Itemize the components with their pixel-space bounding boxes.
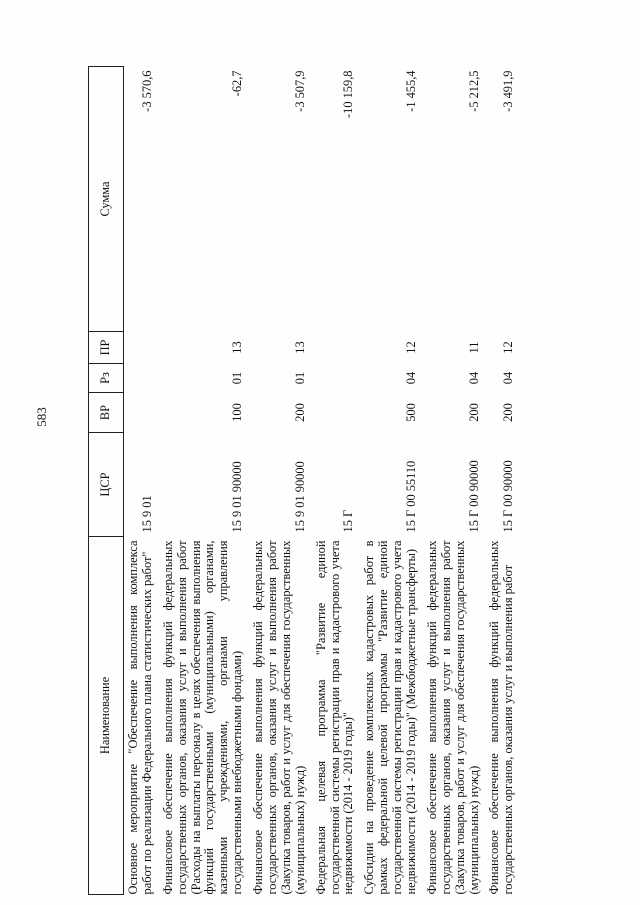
row-csr: 15 Г 00 55110 xyxy=(404,460,419,533)
rotated-page xyxy=(88,67,615,895)
row-name: Финансовое обеспечение выполнения функций федеральных государственных органов, оказания услуг и выполнения работ xyxy=(487,540,516,895)
table-header-row xyxy=(89,67,124,895)
row-pr: 13 xyxy=(230,341,245,354)
table-row xyxy=(312,67,361,895)
row-sum: -5 212,5 xyxy=(466,70,481,112)
row-vr: 200 xyxy=(501,403,516,422)
table-row xyxy=(124,67,159,895)
row-pr: 12 xyxy=(404,341,419,354)
row-pr xyxy=(124,332,159,364)
col-header-csr: ЦСР xyxy=(89,433,124,537)
row-rz: 01 xyxy=(292,371,307,385)
row-sum: -62,7 xyxy=(230,70,245,97)
row-name: Основное мероприятие "Обеспечение выполнения комплекса работ по реализации Федерального плана статистических работ" xyxy=(126,540,154,895)
row-vr: 500 xyxy=(404,403,419,422)
row-rz: 04 xyxy=(466,371,481,385)
row-name: Субсидии на проведение комплексных кадастровых работ в рамках федеральной целевой программы "Развитие единой государственной системы регистрации прав и кадастрового учета недвижимости (2014 - 2019 годы)" (Межбюджетные трансферты) xyxy=(362,540,419,895)
row-vr xyxy=(312,393,361,433)
col-header-sum: Сумма xyxy=(89,67,124,332)
row-sum: -3 491,9 xyxy=(501,70,516,112)
row-vr: 200 xyxy=(292,403,307,422)
row-name: Федеральная целевая программа "Развитие единой государственной системы регистрации прав и кадастрового учета недвижимости (2014 - 2019 годы)" xyxy=(313,540,356,895)
col-header-rz: Рз xyxy=(89,364,124,393)
row-sum: -1 455,4 xyxy=(404,70,419,112)
row-pr: 11 xyxy=(466,341,481,354)
col-header-vr: ВР xyxy=(89,393,124,433)
row-pr: 12 xyxy=(501,341,516,354)
row-name: Финансовое обеспечение выполнения функций федеральных государственных органов, оказания услуг и выполнения работ (Закупка товаров, работ и услуг для обеспечения государственных (муниципальных) нужд) xyxy=(424,540,481,895)
row-vr: 200 xyxy=(466,403,481,422)
row-csr: 15 9 01 90000 xyxy=(292,461,307,533)
col-header-pr: ПР xyxy=(89,332,124,364)
col-header-name: Наименование xyxy=(89,537,124,895)
row-pr xyxy=(312,332,361,364)
row-rz xyxy=(312,364,361,393)
table-row xyxy=(249,67,312,895)
table-row xyxy=(159,67,249,895)
row-csr: 15 9 01 xyxy=(139,495,154,533)
table-row xyxy=(423,67,486,895)
row-csr: 15 Г 00 90000 xyxy=(466,460,481,533)
page-number: 583 xyxy=(34,407,49,427)
row-vr: 100 xyxy=(230,403,245,422)
row-vr xyxy=(124,393,159,433)
row-name: Финансовое обеспечение выполнения функций федеральных государственных органов, оказания услуг и выполнения работ (Закупка товаров, работ и услуг для обеспечения государственных (муниципальных) нужд) xyxy=(251,540,307,895)
row-csr: 15 Г xyxy=(341,509,356,533)
row-sum: -3 507,9 xyxy=(292,70,307,112)
table-row xyxy=(360,67,423,895)
row-rz: 04 xyxy=(404,371,419,385)
row-rz: 01 xyxy=(230,371,245,385)
row-csr: 15 9 01 90000 xyxy=(230,461,245,533)
row-sum: -3 570,6 xyxy=(139,70,154,112)
row-rz: 04 xyxy=(501,371,516,385)
row-rz xyxy=(124,364,159,393)
row-csr: 15 Г 00 90000 xyxy=(501,460,516,533)
budget-table xyxy=(88,66,520,895)
row-name: Финансовое обеспечение выполнения функций федеральных государственных органов, оказания услуг и выполнения работ (Расходы на выплаты персоналу в целях обеспечения выполнения функций государственными (муниципальными) органами, казенными учреждениями, органами управления государственными внебюджетными фондами) xyxy=(160,540,245,895)
row-pr: 13 xyxy=(292,341,307,354)
table-row xyxy=(485,67,520,895)
row-sum: -10 159,8 xyxy=(341,70,356,118)
